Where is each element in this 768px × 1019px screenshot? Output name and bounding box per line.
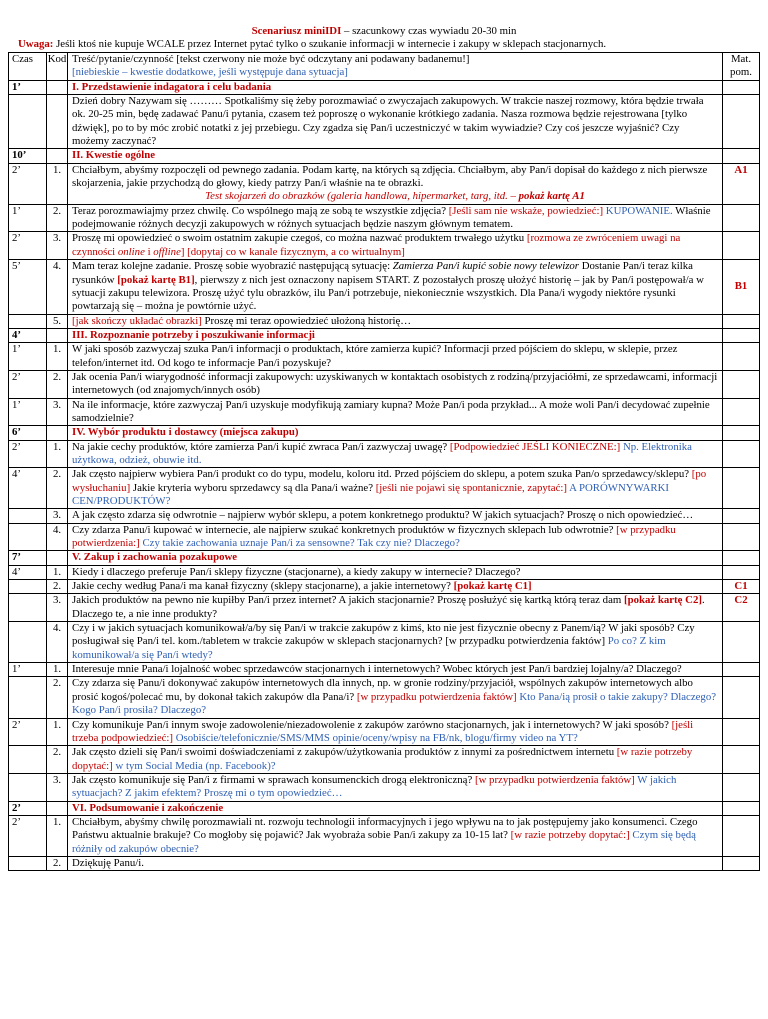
row-text: Jak często dzieli się Pan/i swoimi doświadczeniami z zakupów/użytkowania produktów z innymi za pośrednictwem internetu [w razie potrzeby dopytać:] w tym Social Media (np. Facebook)? bbox=[68, 746, 723, 774]
table-row bbox=[9, 95, 760, 149]
title-bold: Scenariusz miniIDI bbox=[251, 25, 342, 37]
section-title: VI. Podsumowanie i zakończenie bbox=[68, 801, 723, 815]
row-text: Dzień dobry Nazywam się ……… Spotkaliśmy się żeby porozmawiać o zwyczajach zakupowych. W trakcie naszej rozmowy, która będzie trwała ok. 20-25 min, będę zadawać Panu/i pytania, czasem też poproszę o wykonanie krótkiego zadania. Nasza rozmowa będzie rejestrowana [tylko dźwięk], po to by móc zrobić notatki z jej przebiegu. Czy zgadza się Pan/i uczestniczyć w takim wywiadzie? Czy coś jeszcze wyjaśnić? Czy możemy zaczynać? bbox=[68, 95, 723, 149]
table-row: 3. Jakich produktów na pewno nie kupiłby Pan/i przez internet? A jakich stacjonarnie? Proszę posłużyć się kartką którą teraz dam [pokaż kartę C2]. Dlaczego te, a nie inne produkty? C2 bbox=[9, 594, 760, 622]
section-title: IV. Wybór produktu i dostawcy (miejsca zakupu) bbox=[68, 426, 723, 440]
warning-note bbox=[18, 38, 760, 51]
row-text: W jaki sposób zazwyczaj szuka Pan/i informacji o produktach, które zamierza kupić? Informacji przed pójściem do sklepu, w sklepie, przez telefon/internet itd. Od kogo te informacje Pan/i pozyskuje? bbox=[68, 343, 723, 371]
row-text: Dziękuję Panu/i. bbox=[68, 856, 723, 870]
table-row: 2. Czy zdarza się Panu/i dokonywać zakupów internetowych dla innych, np. w gronie rodziny/przyjaciół, wspólnych zakupów internetowych albo prosić kogoś/polecać mu, by dokonał takich zakupów dla Pana/i? [w przypadku potwierdzenia faktów] Kto Pana/ią prosił o takie zakupy? Dlaczego? Kogo Pan/i prosiła? Dlaczego? bbox=[9, 677, 760, 718]
header-czas: Czas bbox=[9, 53, 47, 81]
table-row: 5. [jak skończy układać obrazki] Proszę mi teraz opowiedzieć ułożoną historię… bbox=[9, 314, 760, 328]
table-row: 4’ 2. Jak często najpierw wybiera Pan/i produkt co do typu, modelu, koloru itd. Przed pójściem do sklepu, a potem szuka Pan/o sprzedawcy/sklepu? [po wysłuchaniu] Jakie kryteria wyboru sprzedawcy są dla Pana/i ważne? [jeśli nie pojawi się spontanicznie, zapytać:] A PORÓWNYWARKI CEN/PRODUKTÓW? bbox=[9, 468, 760, 509]
section-row bbox=[9, 328, 760, 342]
table-row: 1’ 1. Interesuje mnie Pana/i lojalność wobec sprzedawców stacjonarnych i internetowych? Wobec których jest Pan/i bardziej lojalny/a? Dlaczego? bbox=[9, 663, 760, 677]
table-row: 4. Czy i w jakich sytuacjach komunikował/a/by się Pan/i w trakcie zakupów z kimś, kto nie jest fizycznie obecny z Panem/ią? W jaki sposób? Czy posługiwał się Pan/i tel. kom./tabletem w trakcie zakupów w sklepach stacjonarnych? [w przypadku potwierdzenia faktów] Po co? Z kim komunikował/a się Pan/i wtedy? bbox=[9, 622, 760, 663]
table-row: 2’ 1. Chciałbym, abyśmy rozpoczęli od pewnego zadania. Podam kartę, na których są zdjęcia. Chciałbym, aby Pan/i dopisał do każdego z nich pierwsze skojarzenia, jakie przychodzą do głowy, kiedy patrzy Pan/i właśnie na te obrazki. Test skojarzeń do obrazków (galeria handlowa, hipermarket, targ, itd. – pokaż kartę A1 A1 bbox=[9, 163, 760, 204]
section-time: 7’ bbox=[9, 551, 47, 565]
table-row: 1’ 2. Teraz porozmawiajmy przez chwilę. Co wspólnego mają ze sobą te wszystkie zdjęcia? [Jeśli sam nie wskaże, powiedzieć:] KUPOWANIE. Właśnie podejmowanie różnych decyzji zakupowych w różnych sytuacjach będzie naszym głównym tematem. bbox=[9, 204, 760, 232]
warning-prefix: Uwaga: bbox=[18, 38, 54, 50]
title-rest: – szacunkowy czas wywiadu 20-30 min bbox=[341, 25, 517, 37]
section-row bbox=[9, 426, 760, 440]
table-row: 1’ 3. Na ile informacje, które zazwyczaj Pan/i uzyskuje modyfikują zamiary kupna? Może Pan/i poda przykład... A może woli Pan/i decydować zupełnie samodzielnie? bbox=[9, 398, 760, 426]
material-ref: A1 bbox=[723, 163, 760, 204]
row-text: Teraz porozmawiajmy przez chwilę. Co wspólnego mają ze sobą te wszystkie zdjęcia? [Jeśli sam nie wskaże, powiedzieć:] KUPOWANIE. Właśnie podejmowanie różnych decyzji zakupowych w różnych sytuacjach będzie naszym głównym tematem. bbox=[68, 204, 723, 232]
section-time: 6’ bbox=[9, 426, 47, 440]
warning-text: Jeśli ktoś nie kupuje WCALE przez Internet pytać tylko o szukanie informacji w internecie i zakupy w sklepach stacjonarnych. bbox=[53, 38, 607, 50]
section-time: 1’ bbox=[9, 80, 47, 94]
section-row bbox=[9, 801, 760, 815]
row-text: Jak często najpierw wybiera Pan/i produkt co do typu, modelu, koloru itd. Przed pójściem do sklepu, a potem szuka Pan/o sprzedawcy/sklepu? [po wysłuchaniu] Jakie kryteria wyboru sprzedawcy są dla Pana/i ważne? [jeśli nie pojawi się spontanicznie, zapytać:] A PORÓWNYWARKI CEN/PRODUKTÓW? bbox=[68, 468, 723, 509]
table-row: 4’ 1. Kiedy i dlaczego preferuje Pan/i sklepy fizyczne (stacjonarne), a kiedy zakupy w internecie? Dlaczego? bbox=[9, 565, 760, 579]
table-row: 2. Dziękuję Panu/i. bbox=[9, 856, 760, 870]
row-text: Jakich produktów na pewno nie kupiłby Pan/i przez internet? A jakich stacjonarnie? Proszę posłużyć się kartką którą teraz dam [pokaż kartę C2]. Dlaczego te, a nie inne produkty? bbox=[68, 594, 723, 622]
row-text: Chciałbym, abyśmy chwilę porozmawiali nt. rozwoju technologii informacyjnych i jego wpływu na to jak postępujemy jako konsumenci. Czego Państwu aktualnie brakuje? Co mogłoby się pojawić? Jak wyobraża sobie Pan/i zakupy za 10-15 lat? [w razie potrzeby dopytać:] Czym się będą różniły od zakupów obecnie? bbox=[68, 815, 723, 856]
scenario-table bbox=[8, 52, 760, 871]
section-title: V. Zakup i zachowania pozakupowe bbox=[68, 551, 723, 565]
table-row: 2’ 3. Proszę mi opowiedzieć o swoim ostatnim zakupie czegoś, co można nazwać produktem trwałego użytku [rozmowa ze zwróceniem uwagi na czynności online i offline] [dopytaj co w kanale fizycznym, a co wirtualnym] bbox=[9, 232, 760, 260]
table-row: 3. A jak często zdarza się odwrotnie – najpierw wybór sklepu, a potem konkretnego produktu? W jakich sytuacjach? Proszę o nich opowiedzieć… bbox=[9, 509, 760, 523]
table-row: 1’ 1. W jaki sposób zazwyczaj szuka Pan/i informacji o produktach, które zamierza kupić? Informacji przed pójściem do sklepu, w sklepie, przez telefon/internet itd. Od kogo te informacje Pan/i pozyskuje? bbox=[9, 343, 760, 371]
row-text: Na jakie cechy produktów, które zamierza Pan/i kupić zwraca Pan/i zazwyczaj uwagę? [Podpowiedzieć JEŚLI KONIECZNE:] Np. Elektronika użytkowa, odzież, obuwie itd. bbox=[68, 440, 723, 468]
section-time: 2’ bbox=[9, 801, 47, 815]
table-row: 2. Jak często dzieli się Pan/i swoimi doświadczeniami z zakupów/użytkowania produktów z innymi za pośrednictwem internetu [w razie potrzeby dopytać:] w tym Social Media (np. Facebook)? bbox=[9, 746, 760, 774]
row-text: [jak skończy układać obrazki] Proszę mi teraz opowiedzieć ułożoną historię… bbox=[68, 314, 723, 328]
row-text: Jak ocenia Pan/i wiarygodność informacji zakupowych: uzyskiwanych w kontaktach osobistych z rodziną/przyjaciółmi, ze sprzedawcami, informacji internetowych (od znajomych/innych osób) bbox=[68, 370, 723, 398]
document-page bbox=[0, 25, 768, 1019]
row-text: Czy i w jakich sytuacjach komunikował/a/by się Pan/i w trakcie zakupów z kimś, kto nie jest fizycznie obecny z Panem/ią? W jaki sposób? Czy posługiwał się Pan/i tel. kom./tabletem w trakcie zakupów w sklepach stacjonarnych? [w przypadku potwierdzenia faktów] Po co? Z kim komunikował/a się Pan/i wtedy? bbox=[68, 622, 723, 663]
header-mat: Mat. pom. bbox=[723, 53, 760, 81]
row-text: Mam teraz kolejne zadanie. Proszę sobie wyobrazić następującą sytuację: Zamierza Pan/i kupić sobie nowy telewizor Dostanie Pan/i teraz kilka rysunków [pokaż kartę B1], pierwszy z nich jest oznaczony napisem START. Z pozostałych proszę ułożyć historię – jak by Pan/i postępował/a w sytuacji zakupu telewizora. Proszę użyć tylu obrazków, ilu Pan/i potrzebuje, niekoniecznie wszystkich. Dla Pana/i wygody niektóre rysunki powtarzają się – można je powtórnie użyć. bbox=[68, 260, 723, 314]
row-text: Interesuje mnie Pana/i lojalność wobec sprzedawców stacjonarnych i internetowych? Wobec których jest Pan/i bardziej lojalny/a? Dlaczego? bbox=[68, 663, 723, 677]
header-kod: Kod bbox=[47, 53, 68, 81]
row-text: Chciałbym, abyśmy rozpoczęli od pewnego zadania. Podam kartę, na których są zdjęcia. Chciałbym, aby Pan/i dopisał do każdego z nich pierwsze skojarzenia, jakie przychodzą do głowy, kiedy patrzy Pan/i właśnie na te obrazki. Test skojarzeń do obrazków (galeria handlowa, hipermarket, targ, itd. – pokaż kartę A1 bbox=[68, 163, 723, 204]
row-text: Jak często komunikuje się Pan/i z firmami w sprawach konsumenckich drogą elektroniczną? [w przypadku potwierdzenia faktów] W jakich sytuacjach? Z jakim efektem? Proszę mi o tym opowiedzieć… bbox=[68, 773, 723, 801]
material-ref: C1 bbox=[723, 580, 760, 594]
table-row: 2. Jakie cechy według Pana/i ma kanał fizyczny (sklepy stacjonarne), a jakie internetowy? [pokaż kartę C1] C1 bbox=[9, 580, 760, 594]
row-text: Czy zdarza się Panu/i dokonywać zakupów internetowych dla innych, np. w gronie rodziny/przyjaciół, wspólnych zakupów internetowych albo prosić kogoś/polecać mu, by dokonał takich zakupów dla Pana/i? [w przypadku potwierdzenia faktów] Kto Pana/ią prosił o takie zakupy? Dlaczego? Kogo Pan/i prosiła? Dlaczego? bbox=[68, 677, 723, 718]
header-tresc: Treść/pytanie/czynność [tekst czerwony nie może być odczytany ani podawany badanemu!] [niebieskie – kwestie dodatkowe, jeśli występuje dana sytuacja] bbox=[68, 53, 723, 81]
material-ref: C2 bbox=[723, 594, 760, 622]
row-text: A jak często zdarza się odwrotnie – najpierw wybór sklepu, a potem konkretnego produktu? W jakich sytuacjach? Proszę o nich opowiedzieć… bbox=[68, 509, 723, 523]
table-row: 3. Jak często komunikuje się Pan/i z firmami w sprawach konsumenckich drogą elektroniczną? [w przypadku potwierdzenia faktów] W jakich sytuacjach? Z jakim efektem? Proszę mi o tym opowiedzieć… bbox=[9, 773, 760, 801]
table-row: 2’ 2. Jak ocenia Pan/i wiarygodność informacji zakupowych: uzyskiwanych w kontaktach osobistych z rodziną/przyjaciółmi, ze sprzedawcami, informacji internetowych (od znajomych/innych osób) bbox=[9, 370, 760, 398]
table-header-row bbox=[9, 53, 760, 81]
row-text: Czy komunikuje Pan/i innym swoje zadowolenie/niezadowolenie z zakupów zarówno stacjonarnych, jak i internetowych? W jaki sposób? [jeśli trzeba podpowiedzieć:] Osobiście/telefonicznie/SMS/MMS opinie/oceny/wpisy na FB/nk, blogu/firmy video na YT? bbox=[68, 718, 723, 746]
row-text: Kiedy i dlaczego preferuje Pan/i sklepy fizyczne (stacjonarne), a kiedy zakupy w internecie? Dlaczego? bbox=[68, 565, 723, 579]
row-text: Na ile informacje, które zazwyczaj Pan/i uzyskuje modyfikują zamiary kupna? Może Pan/i poda przykład... A może woli Pan/i decydować zupełnie samodzielnie? bbox=[68, 398, 723, 426]
table-row: 4. Czy zdarza Panu/i kupować w internecie, ale najpierw szukać konkretnych produktów w fizycznych sklepach lub odwrotnie? [w przypadku potwierdzenia:] Czy takie zachowania uznaje Pan/i za sensowne? Tak czy nie? Dlaczego? bbox=[9, 523, 760, 551]
row-text: Jakie cechy według Pana/i ma kanał fizyczny (sklepy stacjonarne), a jakie internetowy? [pokaż kartę C1] bbox=[68, 580, 723, 594]
section-title: III. Rozpoznanie potrzeby i poszukiwanie informacji bbox=[68, 328, 723, 342]
section-row bbox=[9, 149, 760, 163]
table-row: 5’ 4. Mam teraz kolejne zadanie. Proszę sobie wyobrazić następującą sytuację: Zamierza Pan/i kupić sobie nowy telewizor Dostanie Pan/i teraz kilka rysunków [pokaż kartę B1], pierwszy z nich jest oznaczony napisem START. Z pozostałych proszę ułożyć historię – jak by Pan/i postępował/a w sytuacji zakupu telewizora. Proszę użyć tylu obrazków, ilu Pan/i potrzebuje, niekoniecznie wszystkich. Dla Pana/i wygody niektóre rysunki powtarzają się – można je powtórnie użyć. B1 bbox=[9, 260, 760, 314]
section-time: 4’ bbox=[9, 328, 47, 342]
section-row bbox=[9, 80, 760, 94]
table-row: 2’ 1. Czy komunikuje Pan/i innym swoje zadowolenie/niezadowolenie z zakupów zarówno stacjonarnych, jak i internetowych? W jaki sposób? [jeśli trzeba podpowiedzieć:] Osobiście/telefonicznie/SMS/MMS opinie/oceny/wpisy na FB/nk, blogu/firmy video na YT? bbox=[9, 718, 760, 746]
material-ref: B1 bbox=[723, 260, 760, 314]
section-title: I. Przedstawienie indagatora i celu badania bbox=[68, 80, 723, 94]
row-text: Czy zdarza Panu/i kupować w internecie, ale najpierw szukać konkretnych produktów w fizycznych sklepach lub odwrotnie? [w przypadku potwierdzenia:] Czy takie zachowania uznaje Pan/i za sensowne? Tak czy nie? Dlaczego? bbox=[68, 523, 723, 551]
section-time: 10’ bbox=[9, 149, 47, 163]
document-title bbox=[8, 25, 760, 38]
section-title: II. Kwestie ogólne bbox=[68, 149, 723, 163]
table-row: 2’ 1. Chciałbym, abyśmy chwilę porozmawiali nt. rozwoju technologii informacyjnych i jego wpływu na to jak postępujemy jako konsumenci. Czego Państwu aktualnie brakuje? Co mogłoby się pojawić? Jak wyobraża sobie Pan/i zakupy za 10-15 lat? [w razie potrzeby dopytać:] Czym się będą różniły od zakupów obecnie? bbox=[9, 815, 760, 856]
section-row bbox=[9, 551, 760, 565]
table-row: 2’ 1. Na jakie cechy produktów, które zamierza Pan/i kupić zwraca Pan/i zazwyczaj uwagę? [Podpowiedzieć JEŚLI KONIECZNE:] Np. Elektronika użytkowa, odzież, obuwie itd. bbox=[9, 440, 760, 468]
row-text: Proszę mi opowiedzieć o swoim ostatnim zakupie czegoś, co można nazwać produktem trwałego użytku [rozmowa ze zwróceniem uwagi na czynności online i offline] [dopytaj co w kanale fizycznym, a co wirtualnym] bbox=[68, 232, 723, 260]
